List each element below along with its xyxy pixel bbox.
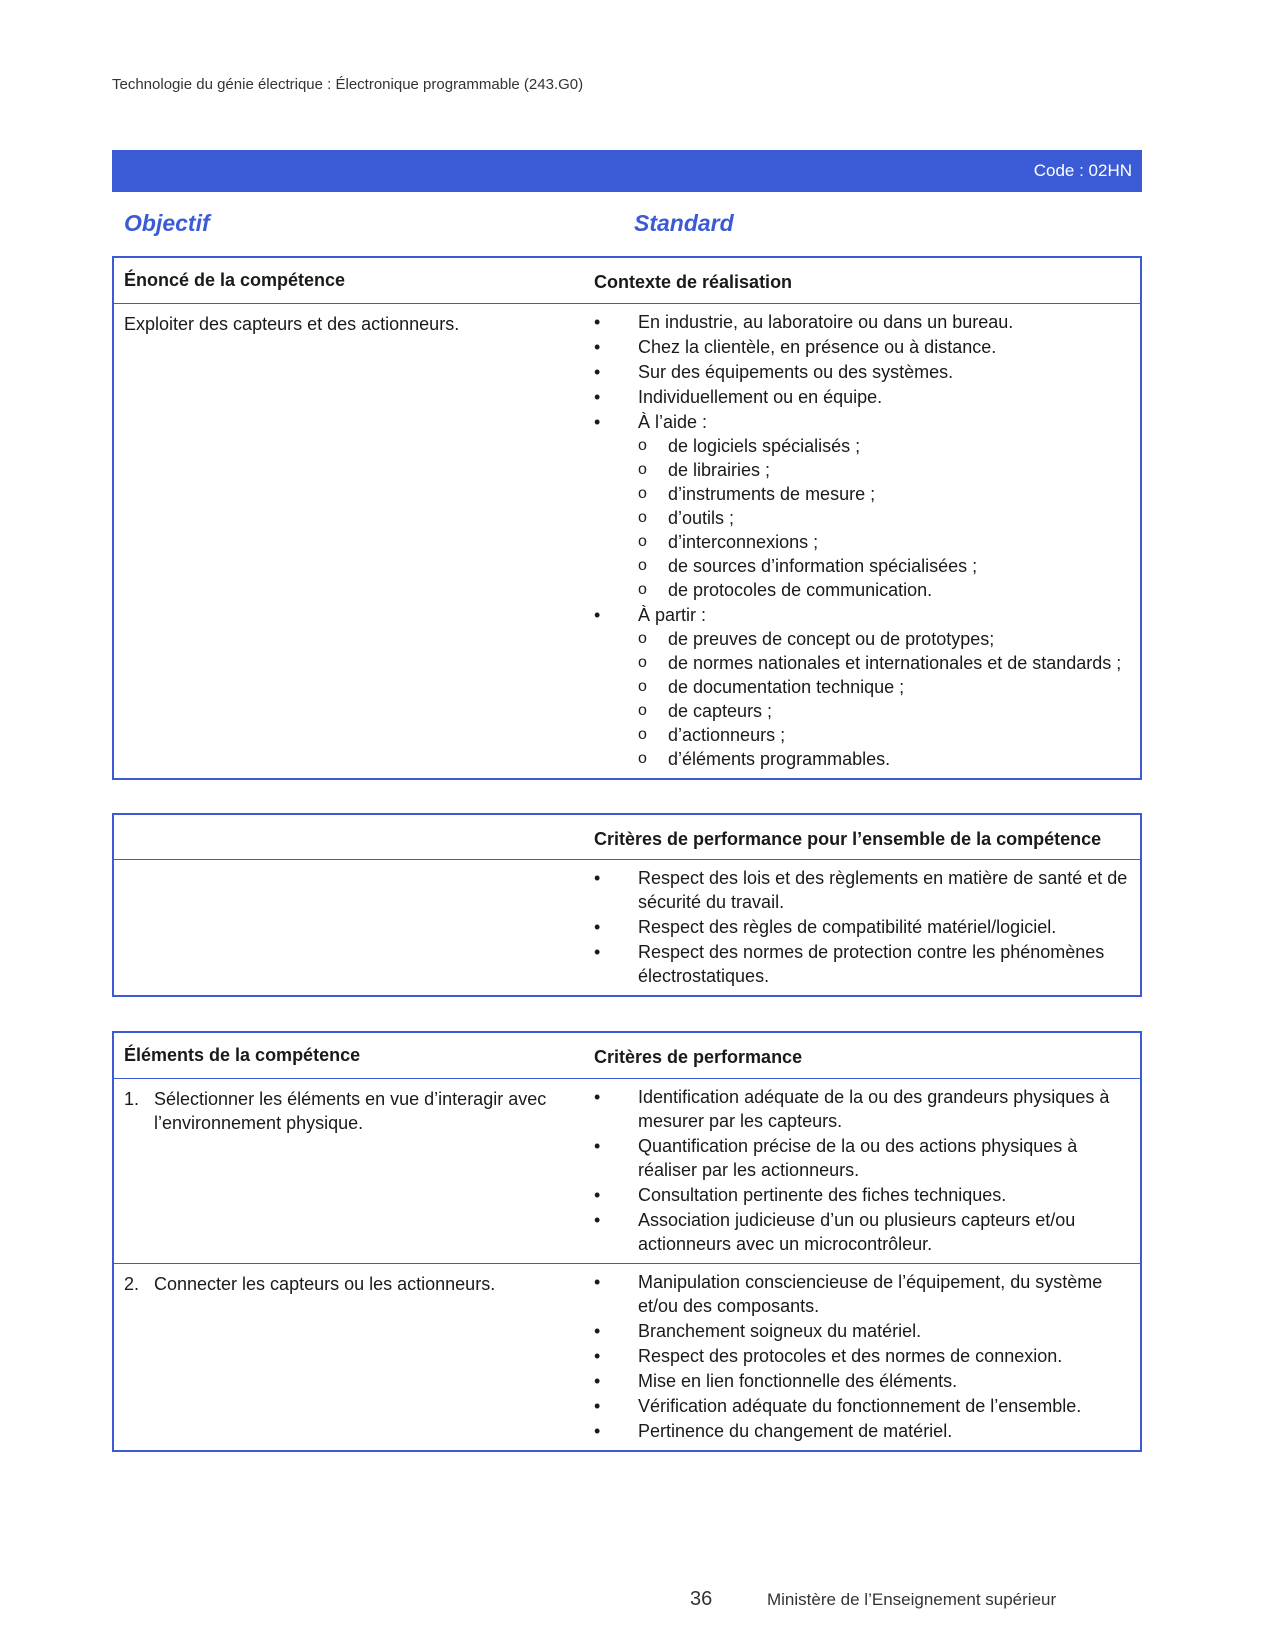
element-cell (114, 1079, 584, 1263)
elements-table (112, 1031, 1142, 1452)
table-row (114, 304, 1140, 778)
list-item: • Consultation pertinente des fiches techniques. (594, 1183, 1130, 1207)
global-criteria-table (112, 813, 1142, 997)
list-item: o d’actionneurs ; (638, 723, 1130, 747)
table-header (114, 815, 1140, 860)
document-header-title: Technologie du génie électrique : Électronique programmable (243.G0) (112, 76, 584, 93)
list-item: • Quantification précise de la ou des actions physiques à réaliser par les actionneurs. (594, 1134, 1130, 1182)
elements-header: Éléments de la compétence (124, 1045, 361, 1065)
list-item: • Chez la clientèle, en présence ou à distance. (594, 335, 1130, 359)
list-item: • Individuellement ou en équipe. (594, 385, 1130, 409)
page-footer (690, 1588, 1090, 1611)
element-label: Connecter les capteurs ou les actionneurs. (154, 1274, 496, 1294)
performance-criteria-header: Critères de performance (594, 1047, 803, 1067)
table-header (114, 1033, 1140, 1079)
list-item: o d’éléments programmables. (638, 747, 1130, 771)
list-item: • Identification adéquate de la ou des grandeurs physiques à mesurer par les capteurs. (594, 1085, 1130, 1133)
list-item: • Vérification adéquate du fonctionnement de l’ensemble. (594, 1394, 1130, 1418)
empty-header-cell (114, 815, 584, 859)
global-criteria-header: Critères de performance pour l’ensemble de la compétence (594, 829, 1102, 849)
list-item: • Pertinence du changement de matériel. (594, 1419, 1130, 1443)
statement-header: Énoncé de la compétence (124, 270, 346, 290)
list-item: o d’interconnexions ; (638, 530, 1130, 554)
page-number: 36 (690, 1588, 713, 1610)
list-item: • Association judicieuse d’un ou plusieurs capteurs et/ou actionneurs avec un microcontrôleur. (594, 1208, 1130, 1256)
aide-label: À l’aide : (638, 412, 708, 432)
list-item: o de documentation technique ; (638, 675, 1130, 699)
list-item: • Mise en lien fonctionnelle des éléments. (594, 1369, 1130, 1393)
list-item (594, 603, 1130, 771)
list-item: o de preuves de concept ou de prototypes; (638, 627, 1130, 651)
list-item: o de capteurs ; (638, 699, 1130, 723)
aide-sublist (638, 434, 1130, 602)
global-criteria-list (594, 866, 1130, 988)
element-1 (124, 1087, 574, 1135)
list-item: • En industrie, au laboratoire ou dans un bureau. (594, 310, 1130, 334)
column-headings (112, 210, 1142, 240)
element-label: Sélectionner les éléments en vue d’interagir avec l’environnement physique. (154, 1089, 547, 1133)
standard-heading: Standard (634, 210, 734, 236)
list-item: o de librairies ; (638, 458, 1130, 482)
criteria-cell (584, 1079, 1140, 1263)
context-header: Contexte de réalisation (594, 272, 793, 292)
list-item: o de sources d’information spécialisées ; (638, 554, 1130, 578)
table-header (114, 258, 1140, 304)
ministry-name: Ministère de l’Enseignement supérieur (766, 1590, 1057, 1609)
table-row (114, 860, 1140, 995)
partir-label: À partir : (638, 605, 707, 625)
competency-statement-table (112, 256, 1142, 780)
list-item: • Respect des lois et des règlements en matière de santé et de sécurité du travail. (594, 866, 1130, 914)
competency-code-bar (112, 150, 1142, 192)
context-list (594, 310, 1130, 771)
element-cell (114, 1264, 584, 1450)
objective-heading: Objectif (124, 210, 210, 236)
list-item: o d’instruments de mesure ; (638, 482, 1130, 506)
list-item: • Branchement soigneux du matériel. (594, 1319, 1130, 1343)
list-item (594, 410, 1130, 602)
list-item: o de normes nationales et internationales et de standards ; (638, 651, 1130, 675)
list-item: • Manipulation consciencieuse de l’équipement, du système et/ou des composants. (594, 1270, 1130, 1318)
table-row (114, 1079, 1140, 1263)
empty-cell (114, 860, 584, 995)
competency-code: Code : 02HN (1033, 161, 1132, 180)
list-item: o de logiciels spécialisés ; (638, 434, 1130, 458)
list-item: • Respect des règles de compatibilité matériel/logiciel. (594, 915, 1130, 939)
element-number: 2. (124, 1274, 140, 1294)
element-number: 1. (124, 1089, 140, 1109)
list-item: • Respect des protocoles et des normes de connexion. (594, 1344, 1130, 1368)
list-item: o de protocoles de communication. (638, 578, 1130, 602)
global-criteria-cell (584, 860, 1140, 995)
partir-sublist (638, 627, 1130, 771)
criteria-cell (584, 1264, 1140, 1450)
criteria-list (594, 1085, 1130, 1256)
table-row (114, 1263, 1140, 1450)
context-cell (584, 304, 1140, 778)
element-2 (124, 1272, 574, 1296)
criteria-list (594, 1270, 1130, 1443)
list-item: • Sur des équipements ou des systèmes. (594, 360, 1130, 384)
list-item: o d’outils ; (638, 506, 1130, 530)
list-item: • Respect des normes de protection contre les phénomènes électrostatiques. (594, 940, 1130, 988)
competency-statement: Exploiter des capteurs et des actionneurs. (124, 314, 460, 334)
